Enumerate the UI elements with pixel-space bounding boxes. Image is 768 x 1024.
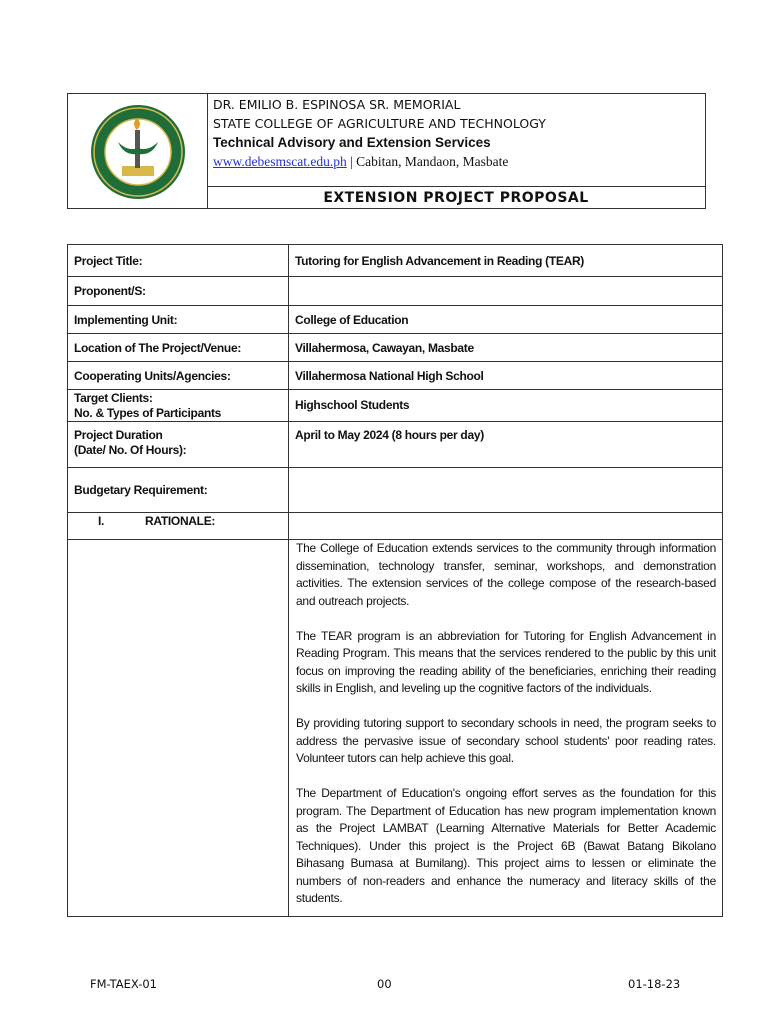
table-row [68,468,723,513]
row-label [68,390,289,422]
row-value [289,277,723,306]
table-row [68,390,723,422]
row-value [289,468,723,513]
section-heading: RATIONALE: [145,514,216,528]
institution-name-line2: STATE COLLEGE OF AGRICULTURE AND TECHNOLOGY [213,116,546,131]
row-value: Villahermosa National High School [289,362,723,390]
row-label: Project Title: [68,245,289,277]
office-name: Technical Advisory and Extension Services [213,135,491,150]
row-label: Implementing Unit: [68,306,289,334]
row-value: Highschool Students [289,390,723,422]
row-value: April to May 2024 (8 hours per day) [289,422,723,468]
row-label: Location of The Project/Venue: [68,334,289,362]
label-line: Target Clients: [74,390,153,405]
row-label: Cooperating Units/Agencies: [68,362,289,390]
row-label: Budgetary Requirement: [68,468,289,513]
table-row [68,422,723,468]
institution-name-line1: DR. EMILIO B. ESPINOSA SR. MEMORIAL [213,97,461,112]
row-value: College of Education [289,306,723,334]
row-value: Villahermosa, Cawayan, Masbate [289,334,723,362]
section-numeral: I. [98,514,105,528]
row-label [68,422,289,468]
label-line: No. & Types of Participants [74,405,222,420]
row-value: Tutoring for English Advancement in Reading (TEAR) [289,245,723,277]
rationale-heading-row [68,513,723,540]
row-label: Proponent/S: [68,277,289,306]
rationale-body-row [68,540,723,917]
empty-cell [68,540,289,917]
table-row [68,245,723,277]
document-header [67,93,706,209]
rationale-paragraph: The College of Education extends services to the community through information dissemination, technology transfer, seminar, workshops, and demonstration activities. The extension services of the college compose of the research-based and outreach projects. [296,541,716,608]
website-link[interactable]: www.debesmscat.edu.ph [213,154,347,169]
label-line: (Date/ No. Of Hours): [74,443,187,457]
rationale-heading [68,513,289,540]
footer-revision: 00 [377,977,392,991]
rationale-paragraph: By providing tutoring support to secondary schools in need, the program seeks to address the pervasive issue of secondary school students' poor reading rates. Volunteer tutors can help achieve this goal. [296,716,716,765]
college-seal-logo [68,94,208,209]
table-row [68,277,723,306]
form-title: EXTENSION PROJECT PROPOSAL [207,186,705,210]
empty-cell [289,513,723,540]
table-row [68,362,723,390]
rationale-paragraph: The TEAR program is an abbreviation for Tutoring for English Advancement in Reading Program. This means that the services rendered to the public by this unit focus on improving the reading ability of the beneficiaries, enriching their reading skills in English, and leveling up the cognitive factors of the individuals. [296,628,716,695]
proposal-table [67,244,723,917]
rationale-text [289,540,723,917]
footer-form-code: FM-TAEX-01 [90,977,157,991]
table-row [68,306,723,334]
address: | Cabitan, Mandaon, Masbate [346,154,509,169]
label-line: Project Duration [74,428,163,442]
table-row [68,334,723,362]
rationale-paragraph: The Department of Education's ongoing effort serves as the foundation for this program. The Department of Education has new program implementation known as the Project LAMBAT (Learning Alternative Materials for Better Academic Techniques). Under this project is the Project 6B (Bawat Batang Bikolano Bihasang Bumasa at Bumilang). This project aims to lessen or eliminate the numbers of non-readers and enhance the numeracy and literacy skills of the students. [296,786,716,905]
footer-date: 01-18-23 [628,977,681,991]
